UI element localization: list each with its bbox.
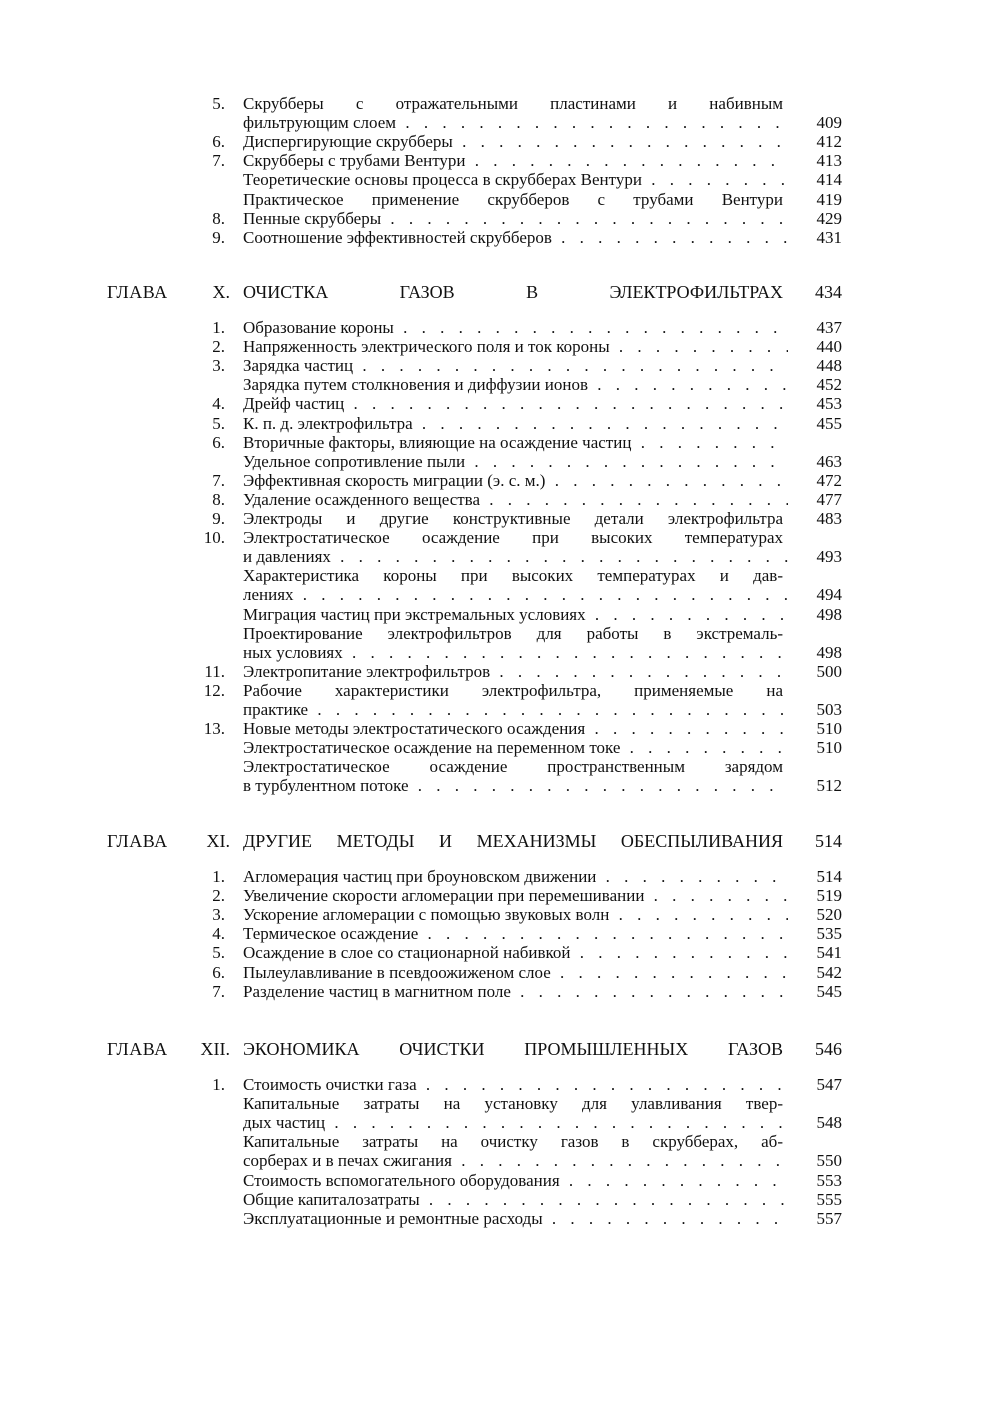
entry-title: Пылеулавливание в псевдоожиженом слое . . . <box>243 963 788 982</box>
entry-title: Увеличение скорости агломерации при перемешивании . . . <box>243 886 788 905</box>
entry-page-number: 413 <box>816 151 842 171</box>
entry-number: 6. <box>212 432 225 452</box>
chapter-number: XII. <box>200 1039 230 1059</box>
entry-page-number: 409 <box>816 113 842 133</box>
toc-entry <box>0 681 1000 700</box>
entry-number: 7. <box>212 470 225 490</box>
entry-page-number: 455 <box>816 413 842 433</box>
entry-title: дых частиц . . . <box>243 1113 788 1132</box>
toc-entry <box>0 151 1000 170</box>
entry-title: Электростатическое осаждение пространственным зарядом <box>243 757 783 777</box>
toc-entry <box>0 886 1000 905</box>
toc-entry <box>0 547 1000 566</box>
entry-title: К. п. д. электрофильтра . . . <box>243 414 788 433</box>
entry-page-number: 412 <box>816 132 842 152</box>
entry-page-number: 545 <box>816 981 842 1001</box>
entry-title: Электростатическое осаждение на переменном токе . . . <box>243 738 788 757</box>
chapter-title: ЭКОНОМИКА ОЧИСТКИ ПРОМЫШЛЕННЫХ ГАЗОВ <box>243 1039 783 1059</box>
toc-entry <box>0 566 1000 585</box>
entry-title: в турбулентном потоке . . . <box>243 776 788 795</box>
toc-entry <box>0 94 1000 113</box>
entry-page-number: 498 <box>816 604 842 624</box>
toc-entry <box>0 190 1000 209</box>
entry-title: Миграция частиц при экстремальных условиях . . . <box>243 605 788 624</box>
toc-entry <box>0 228 1000 247</box>
chapter-heading <box>0 280 1000 304</box>
entry-title: Ускорение агломерации с помощью звуковых волн . . . <box>243 905 788 924</box>
entry-page-number: 448 <box>816 356 842 376</box>
toc-entry <box>0 113 1000 132</box>
entry-number: 9. <box>212 509 225 528</box>
chapter-heading <box>0 1037 1000 1061</box>
entry-page-number: 463 <box>816 451 842 471</box>
chapter-heading <box>0 829 1000 853</box>
entry-page-number: 453 <box>816 394 842 414</box>
toc-entry <box>0 605 1000 624</box>
entry-number: 10. <box>203 528 225 548</box>
toc-entry <box>0 662 1000 681</box>
entry-title: Характеристика короны при высоких температурах и дав- <box>243 566 783 586</box>
entry-number: 4. <box>212 394 225 414</box>
entry-page-number: 494 <box>816 585 842 605</box>
entry-number: 5. <box>212 94 225 113</box>
entry-title: Эксплуатационные и ремонтные расходы . . . <box>243 1209 788 1228</box>
entry-page-number: 555 <box>816 1189 842 1209</box>
entry-number: 2. <box>212 337 225 357</box>
entry-number: 8. <box>212 208 225 228</box>
chapter-page-number: 514 <box>815 831 842 851</box>
toc-entry <box>0 982 1000 1001</box>
toc-entry <box>0 452 1000 471</box>
entry-title: Капитальные затраты на установку для улавливания твер- <box>243 1094 783 1114</box>
toc-entry <box>0 209 1000 228</box>
entry-page-number: 493 <box>816 547 842 567</box>
toc-entry <box>0 337 1000 356</box>
entry-page-number: 437 <box>816 318 842 337</box>
entry-title: Вторичные факторы, влияющие на осаждение частиц . . . <box>243 433 788 452</box>
entry-title: Осаждение в слое со стационарной набивкой . . . <box>243 943 788 962</box>
chapter-page-number: 546 <box>815 1039 842 1059</box>
entry-title: Удельное сопротивление пыли . . . <box>243 452 788 471</box>
entry-title: Пенные скрубберы . . . <box>243 209 788 228</box>
entry-title: фильтрующим слоем . . . <box>243 113 788 132</box>
entry-number: 11. <box>204 661 225 681</box>
entry-page-number: 514 <box>816 867 842 886</box>
toc-entry <box>0 1132 1000 1151</box>
entry-number: 5. <box>212 943 225 963</box>
entry-number: 5. <box>212 413 225 433</box>
toc-entry <box>0 490 1000 509</box>
toc-entry <box>0 528 1000 547</box>
entry-page-number: 498 <box>816 642 842 662</box>
toc-entry <box>0 1171 1000 1190</box>
entry-title: Проектирование электрофильтров для работы в экстремаль- <box>243 623 783 643</box>
entry-page-number: 520 <box>816 905 842 925</box>
entry-title: Разделение частиц в магнитном поле . . . <box>243 982 788 1001</box>
entry-page-number: 512 <box>816 776 842 796</box>
entry-number: 8. <box>212 489 225 509</box>
entry-title: Стоимость очистки газа . . . <box>243 1075 788 1094</box>
entry-page-number: 419 <box>816 189 842 209</box>
toc-entry <box>0 433 1000 452</box>
toc-entry <box>0 1151 1000 1170</box>
toc-entry <box>0 1190 1000 1209</box>
entry-page-number: 550 <box>816 1151 842 1171</box>
toc-entry <box>0 509 1000 528</box>
entry-page-number: 541 <box>816 943 842 963</box>
entry-page-number: 503 <box>816 700 842 719</box>
toc-entry <box>0 1209 1000 1228</box>
entry-title: Удаление осажденного вещества . . . <box>243 490 788 509</box>
toc-entry <box>0 585 1000 604</box>
entry-title: Термическое осаждение . . . <box>243 924 788 943</box>
entry-title: и давлениях . . . <box>243 547 788 566</box>
toc-entry <box>0 1075 1000 1094</box>
entry-number: 9. <box>212 227 225 247</box>
toc-entry <box>0 776 1000 795</box>
chapter-number: X. <box>212 282 230 302</box>
entry-title: Электростатическое осаждение при высоких температурах <box>243 528 783 548</box>
entry-title: Капитальные затраты на очистку газов в скрубберах, аб- <box>243 1132 783 1152</box>
toc-entry <box>0 318 1000 337</box>
toc-entry <box>0 170 1000 189</box>
chapter-page-number: 434 <box>815 282 842 302</box>
entry-title: Зарядка путем столкновения и диффузии ионов . . . <box>243 375 788 394</box>
entry-page-number: 477 <box>816 489 842 509</box>
entry-title: Диспергирующие скрубберы . . . <box>243 132 788 151</box>
entry-page-number: 535 <box>816 924 842 944</box>
toc-entry <box>0 719 1000 738</box>
entry-page-number: 431 <box>816 227 842 247</box>
entry-title: Скрубберы с трубами Вентури . . . <box>243 151 788 170</box>
entry-title: Соотношение эффективностей скрубберов . . . <box>243 228 788 247</box>
entry-title: Теоретические основы процесса в скрубберах Вентури . . . <box>243 170 788 189</box>
entry-number: 2. <box>212 886 225 906</box>
entry-title: сорберах и в печах сжигания . . . <box>243 1151 788 1170</box>
entry-page-number: 440 <box>816 337 842 357</box>
toc-entry <box>0 757 1000 776</box>
entry-title: Практическое применение скрубберов с трубами Вентури <box>243 189 783 209</box>
entry-page-number: 510 <box>816 719 842 739</box>
entry-page-number: 519 <box>816 886 842 906</box>
toc-entry <box>0 375 1000 394</box>
toc-entry <box>0 943 1000 962</box>
entry-page-number: 500 <box>816 661 842 681</box>
toc-entry <box>0 1094 1000 1113</box>
entry-number: 6. <box>212 962 225 982</box>
entry-title: Агломерация частиц при броуновском движении . . . <box>243 867 788 886</box>
entry-number: 12. <box>203 680 225 700</box>
toc-entry <box>0 1113 1000 1132</box>
entry-number: 1. <box>212 318 225 337</box>
entry-page-number: 452 <box>816 375 842 395</box>
entry-title: лениях . . . <box>243 585 788 604</box>
toc-entry <box>0 471 1000 490</box>
toc-entry <box>0 700 1000 719</box>
chapter-label: ГЛАВА <box>107 1039 168 1059</box>
entry-title: практике . . . <box>243 700 788 719</box>
entry-number: 6. <box>212 132 225 152</box>
entry-page-number: 414 <box>816 170 842 190</box>
entry-title: Образование короны . . . <box>243 318 788 337</box>
entry-title: Электроды и другие конструктивные детали электрофильтра <box>243 509 783 528</box>
entry-number: 13. <box>203 719 225 739</box>
entry-page-number: 553 <box>816 1170 842 1190</box>
entry-title: Электропитание электрофильтров . . . <box>243 662 788 681</box>
entry-title: Дрейф частиц . . . <box>243 394 788 413</box>
toc-entry <box>0 624 1000 643</box>
entry-title: Эффективная скорость миграции (э. с. м.) . . . <box>243 471 788 490</box>
entry-page-number: 483 <box>816 509 842 528</box>
toc-entry <box>0 414 1000 433</box>
chapter-title: ДРУГИЕ МЕТОДЫ И МЕХАНИЗМЫ ОБЕСПЫЛИВАНИЯ <box>243 831 783 851</box>
toc-entry <box>0 643 1000 662</box>
chapter-title: ОЧИСТКА ГАЗОВ В ЭЛЕКТРОФИЛЬТРАХ <box>243 282 783 302</box>
chapter-label: ГЛАВА <box>107 282 168 302</box>
entry-title: Новые методы электростатического осаждения . . . <box>243 719 788 738</box>
entry-title: Скрубберы с отражательными пластинами и набивным <box>243 94 783 113</box>
entry-title: Общие капиталозатраты . . . <box>243 1190 788 1209</box>
entry-number: 3. <box>212 905 225 925</box>
entry-page-number: 547 <box>816 1075 842 1094</box>
toc-entry <box>0 738 1000 757</box>
entry-number: 1. <box>212 867 225 886</box>
entry-number: 7. <box>212 981 225 1001</box>
toc-entry <box>0 132 1000 151</box>
entry-title: Стоимость вспомогательного оборудования . . . <box>243 1171 788 1190</box>
entry-title: Рабочие характеристики электрофильтра, применяемые на <box>243 680 783 700</box>
entry-page-number: 542 <box>816 962 842 982</box>
entry-title: Зарядка частиц . . . <box>243 356 788 375</box>
toc-entry <box>0 394 1000 413</box>
toc-entry <box>0 905 1000 924</box>
entry-page-number: 548 <box>816 1113 842 1133</box>
entry-page-number: 510 <box>816 738 842 758</box>
entry-number: 3. <box>212 356 225 376</box>
chapter-number: XI. <box>206 831 230 851</box>
entry-title: Напряженность электрического поля и ток короны . . . <box>243 337 788 356</box>
entry-number: 7. <box>212 151 225 171</box>
entry-page-number: 557 <box>816 1208 842 1228</box>
toc-entry <box>0 963 1000 982</box>
toc-entry <box>0 924 1000 943</box>
entry-number: 4. <box>212 924 225 944</box>
entry-number: 1. <box>212 1075 225 1094</box>
entry-page-number: 472 <box>816 470 842 490</box>
toc-entry <box>0 356 1000 375</box>
entry-title: ных условиях . . . <box>243 643 788 662</box>
toc-entry <box>0 867 1000 886</box>
chapter-label: ГЛАВА <box>107 831 168 851</box>
entry-page-number: 429 <box>816 208 842 228</box>
